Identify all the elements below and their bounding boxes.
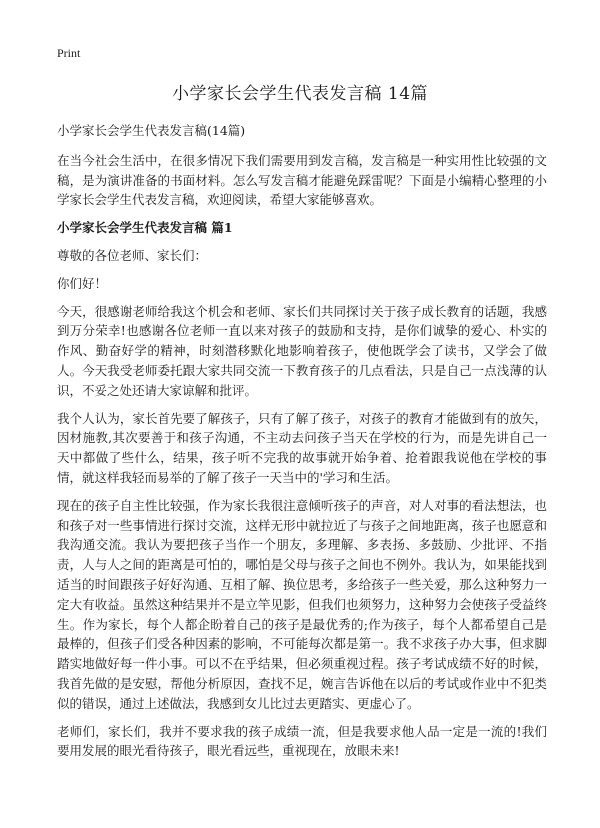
print-label: Print	[57, 46, 81, 60]
intro-paragraph: 在当今社会生活中，在很多情况下我们需要用到发言稿，发言稿是一种实用性比较强的文稿，是为演讲准备的书面材料。怎么写发言稿才能避免踩雷呢？下面是小编精心整理的小学家长会学生代表发言稿，欢迎阅读，希望大家能够喜欢。	[57, 152, 547, 208]
section-heading: 小学家长会学生代表发言稿 篇1	[57, 220, 233, 236]
greeting-line: 尊敬的各位老师、家长们：	[57, 247, 208, 263]
document-body	[57, 121, 547, 769]
body-paragraph-2: 我个人认为，家长首先要了解孩子，只有了解了孩子，对孩子的教育才能做到有的放矢，因材施教,其次要善于和孩子沟通，不主动去问孩子当天在学校的行为，而是先讲自己一天中都做了些什么，结果，孩子听不完我的故事就开始争着、抢着跟我说他在学校的事情，就这样我轻而易举的了解了孩子一天当中的'学习和生活。	[57, 410, 547, 485]
body-paragraph-1: 今天，很感谢老师给我这个机会和老师、家长们共同探讨关于孩子成长教育的话题，我感到万分荣幸!也感谢各位老师一直以来对孩子的鼓励和支持，是你们诚挚的爱心、朴实的作风、勤奋好学的精神，时刻潜移默化地影响着孩子，使他既学会了读书，又学会了做人。今天我受老师委托跟大家共同交流一下教育孩子的几点看法，只是自己一点浅薄的认识，不妥之处还请大家谅解和批评。	[57, 303, 547, 398]
document-subtitle: 小学家长会学生代表发言稿(14篇)	[57, 123, 246, 138]
body-paragraph-4: 老师们，家长们，我并不要求我的孩子成绩一流，但是我要求他人品一定是一流的!我们要用发展的眼光看待孩子，眼光看远些，重视现在，放眼未来!	[57, 723, 547, 759]
page-title: 小学家长会学生代表发言稿 14篇	[171, 84, 429, 104]
body-paragraph-3: 现在的孩子自主性比较强，作为家长我很注意倾听孩子的声音，对人对事的看法想法，也和孩子对一些事情进行探讨交流，这样无形中就拉近了与孩子之间地距离，孩子也愿意和我沟通交流。我认为要把孩子当作一个朋友，多理解、多表扬、多鼓励、少批评、不指责，人与人之间的距离是可怕的，哪怕是父母与孩子之间也不例外。我认为，如果能找到适当的时间跟孩子好好沟通、互相了解、换位思考，多给孩子一些关爱，那么这种努力一定大有收益。虽然这种结果并不是立竿见影，但我们也须努力，这种努力会使孩子受益终生。作为家长，每个人都企盼着自己的孩子是最优秀的;作为孩子，每个人都希望自己是最棒的，但孩子们受各种因素的影响，不可能每次都是第一。我不求孩子办大事，但求脚踏实地做好每一件小事。可以不在乎结果，但必须重视过程。孩子考试成绩不好的时候，我首先做的是安慰，帮他分析原因，查找不足，婉言告诉他在以后的考试或作业中不犯类似的错误，通过上述做法，我感到女儿比过去更踏实、更虚心了。	[57, 497, 547, 711]
hello-line: 你们好！	[57, 275, 108, 291]
